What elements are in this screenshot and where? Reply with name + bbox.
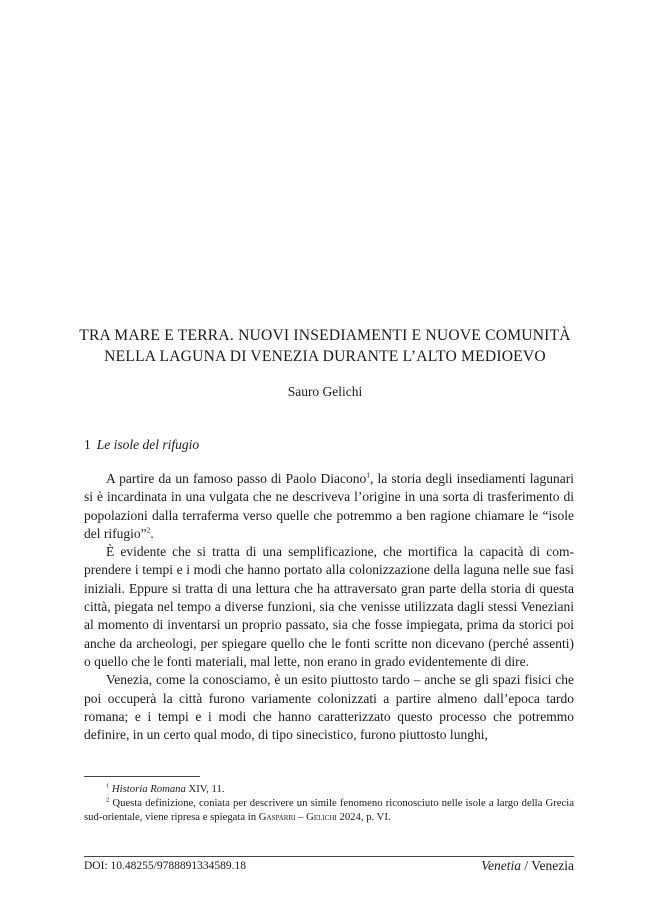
journal-name: Venetia / Venezia <box>481 858 574 873</box>
paragraph-3: Venezia, come la conosciamo, è un esito piuttosto tardo – anche se gli spazi fisici che poi occuperà la città furono variamente colonizzati a partire almeno dall’epoca tardo romana; e i tempi e i modi che hanno caratterizzato questo processo che potremmo definire, in un certo qual modo, di tipo sinecistico, furono piuttosto lunghi, <box>84 672 574 743</box>
section-title: Le isole del rifugio <box>96 437 200 452</box>
author-name: Sauro Gelichi <box>287 384 363 399</box>
footnotes <box>84 782 574 825</box>
paragraph-2: È evidente che si tratta di una semplificazione, che mortifica la capacità di comprendere i tempi e i modi che hanno portato alla colonizzazione della laguna nelle sue fasi iniziali. Eppure si tratta di una lettura che ha attraversato gran parte della storia di questa città, piegata nel tempo a diverse funzioni, sia che venisse utilizzata dagli stessi Veneziani al momento di inventarsi un proprio passato, sia che fosse impiegata, prima da storici poi anche da archeologi, per spiegare quello che le fonti scritte non dicevano (perché assenti) o quello che le fonti materiali, mal lette, non erano in grado evidentemente di dire. <box>84 544 574 669</box>
footnote-2: $^2$ Questa definizione, coniata per descrivere un simile fenomeno riconosciuto nelle isole a largo della Grecia sud-orientale, viene ripresa e spiegata in Gasparri – Gelichi 2024, p. VI. <box>84 796 574 824</box>
article-title <box>60 325 590 367</box>
title-line-1: TRA MARE E TERRA. NUOVI INSEDIAMENTI E NUOVE COMUNITÀ <box>79 327 571 344</box>
paragraph-1: A partire da un famoso passo di Paolo Diacono$^1$, la storia degli insediamenti lagunari si è incardinata in una vulgata che ne descriveva l’origine in una sorta di trasferimento di popolazioni dalla terraferma verso quelle che potremmo a ben ragione chiamare le “isole del rifugio”$^2$. <box>84 470 574 541</box>
doi-link[interactable]: DOI: 10.48255/9788891334589.18 <box>84 860 246 872</box>
section-heading <box>84 436 199 454</box>
footnote-ref-2[interactable]: 2 <box>146 525 151 535</box>
section-number: 1 <box>84 437 91 452</box>
footer-divider <box>84 856 574 857</box>
footnote-1: $^1$ Historia Romana XIV, 11. <box>106 782 225 795</box>
footnote-divider <box>84 776 200 777</box>
body-text <box>84 470 574 744</box>
title-line-2: NELLA LAGUNA DI VENEZIA DURANTE L’ALTO MEDIOEVO <box>104 348 546 365</box>
footnote-ref-1[interactable]: 1 <box>366 470 371 480</box>
